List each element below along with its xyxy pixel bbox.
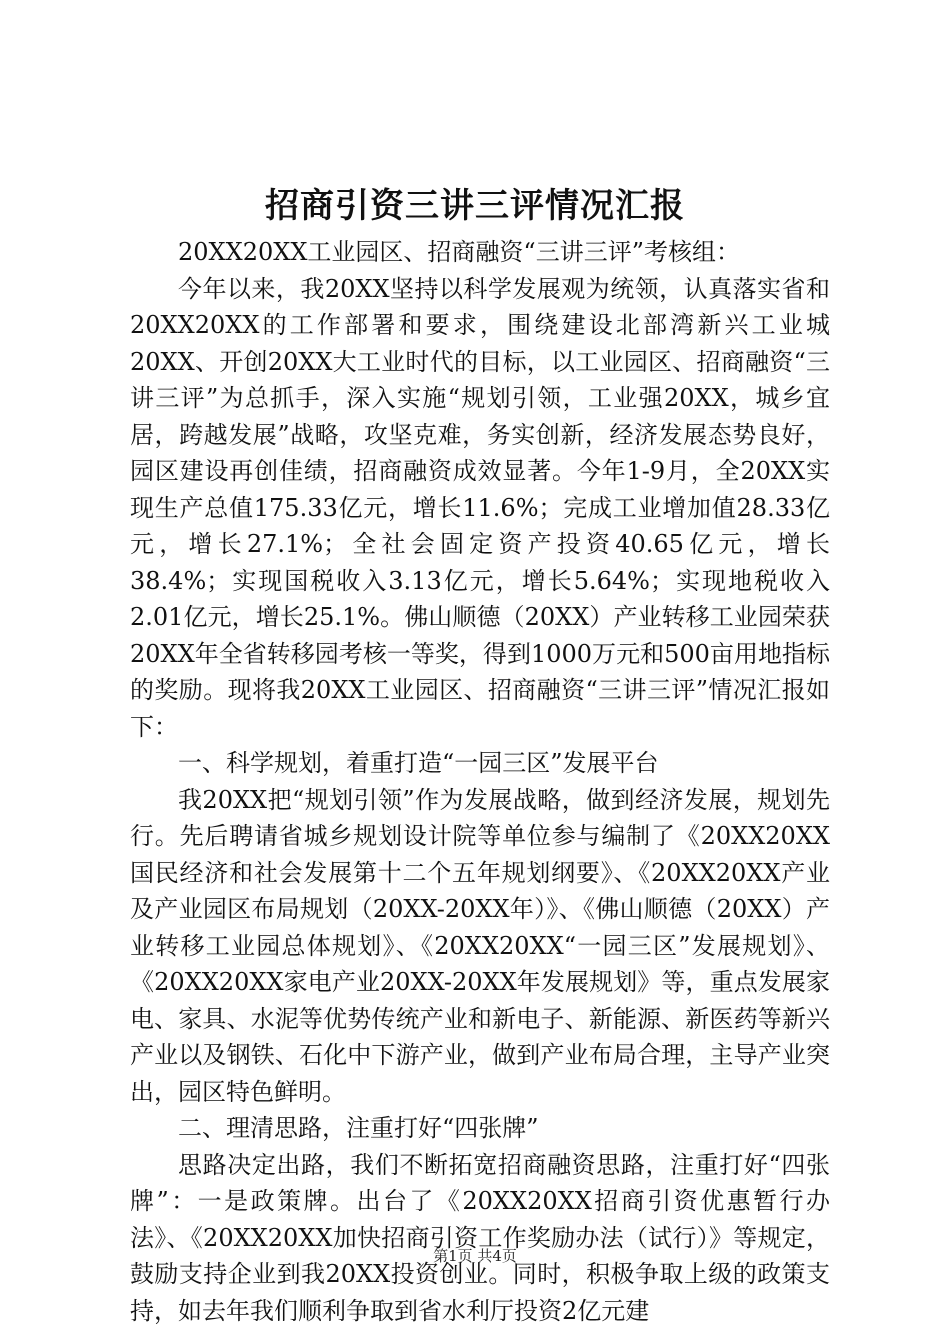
document-body — [130, 234, 830, 1329]
paragraph-intro: 今年以来，我20XX坚持以科学发展观为统领，认真落实省和20XX20XX的工作部署和要求，围绕建设北部湾新兴工业城20XX、开创20XX大工业时代的目标，以工业园区、招商融资“三讲三评”为总抓手，深入实施“规划引领，工业强20XX，城乡宜居，跨越发展”战略，攻坚克难，务实创新，经济发展态势良好，园区建设再创佳绩，招商融资成效显著。今年1-9月，全20XX实现生产总值175.33亿元，增长11.6%；完成工业增加值28.33亿元，增长27.1%；全社会固定资产投资40.65亿元，增长38.4%；实现国税收入3.13亿元，增长5.64%；实现地税收入2.01亿元，增长25.1%。佛山顺德（20XX）产业转移工业园荣获20XX年全省转移园考核一等奖，得到1000万元和500亩用地指标的奖励。现将我20XX工业园区、招商融资“三讲三评”情况汇报如下： — [130, 274, 830, 741]
paragraph-strategy: 思路决定出路，我们不断拓宽招商融资思路，注重打好“四张牌”：一是政策牌。出台了《20XX20XX招商引资优惠暂行办法》、《20XX20XX加快招商引资工作奖励办法（试行）》等规定，鼓励支持企业到我20XX投资创业。同时，积极争取上级的政策支持，如去年我们顺利争取到省水利厅投资2亿元建 — [130, 1150, 830, 1325]
section-heading-2: 二、理清思路，注重打好“四张牌” — [178, 1114, 539, 1142]
salutation: 20XX20XX工业园区、招商融资“三讲三评”考核组： — [178, 238, 740, 266]
page-number-footer: 第1页 共4页 — [433, 1247, 517, 1265]
paragraph-planning: 我20XX把“规划引领”作为发展战略，做到经济发展，规划先行。先后聘请省城乡规划设计院等单位参与编制了《20XX20XX国民经济和社会发展第十二个五年规划纲要》、《20XX20XX产业及产业园区布局规划（20XX-20XX年）》、《佛山顺德（20XX）产业转移工业园总体规划》、《20XX20XX“一园三区”发展规划》、《20XX20XX家电产业20XX-20XX年发展规划》等，重点发展家电、家具、水泥等优势传统产业和新电子、新能源、新医药等新兴产业以及钢铁、石化中下游产业，做到产业布局合理，主导产业突出，园区特色鲜明。 — [130, 785, 830, 1106]
section-heading-1: 一、科学规划，着重打造“一园三区”发展平台 — [178, 749, 659, 777]
document-title: 招商引资三讲三评情况汇报 — [265, 186, 685, 226]
